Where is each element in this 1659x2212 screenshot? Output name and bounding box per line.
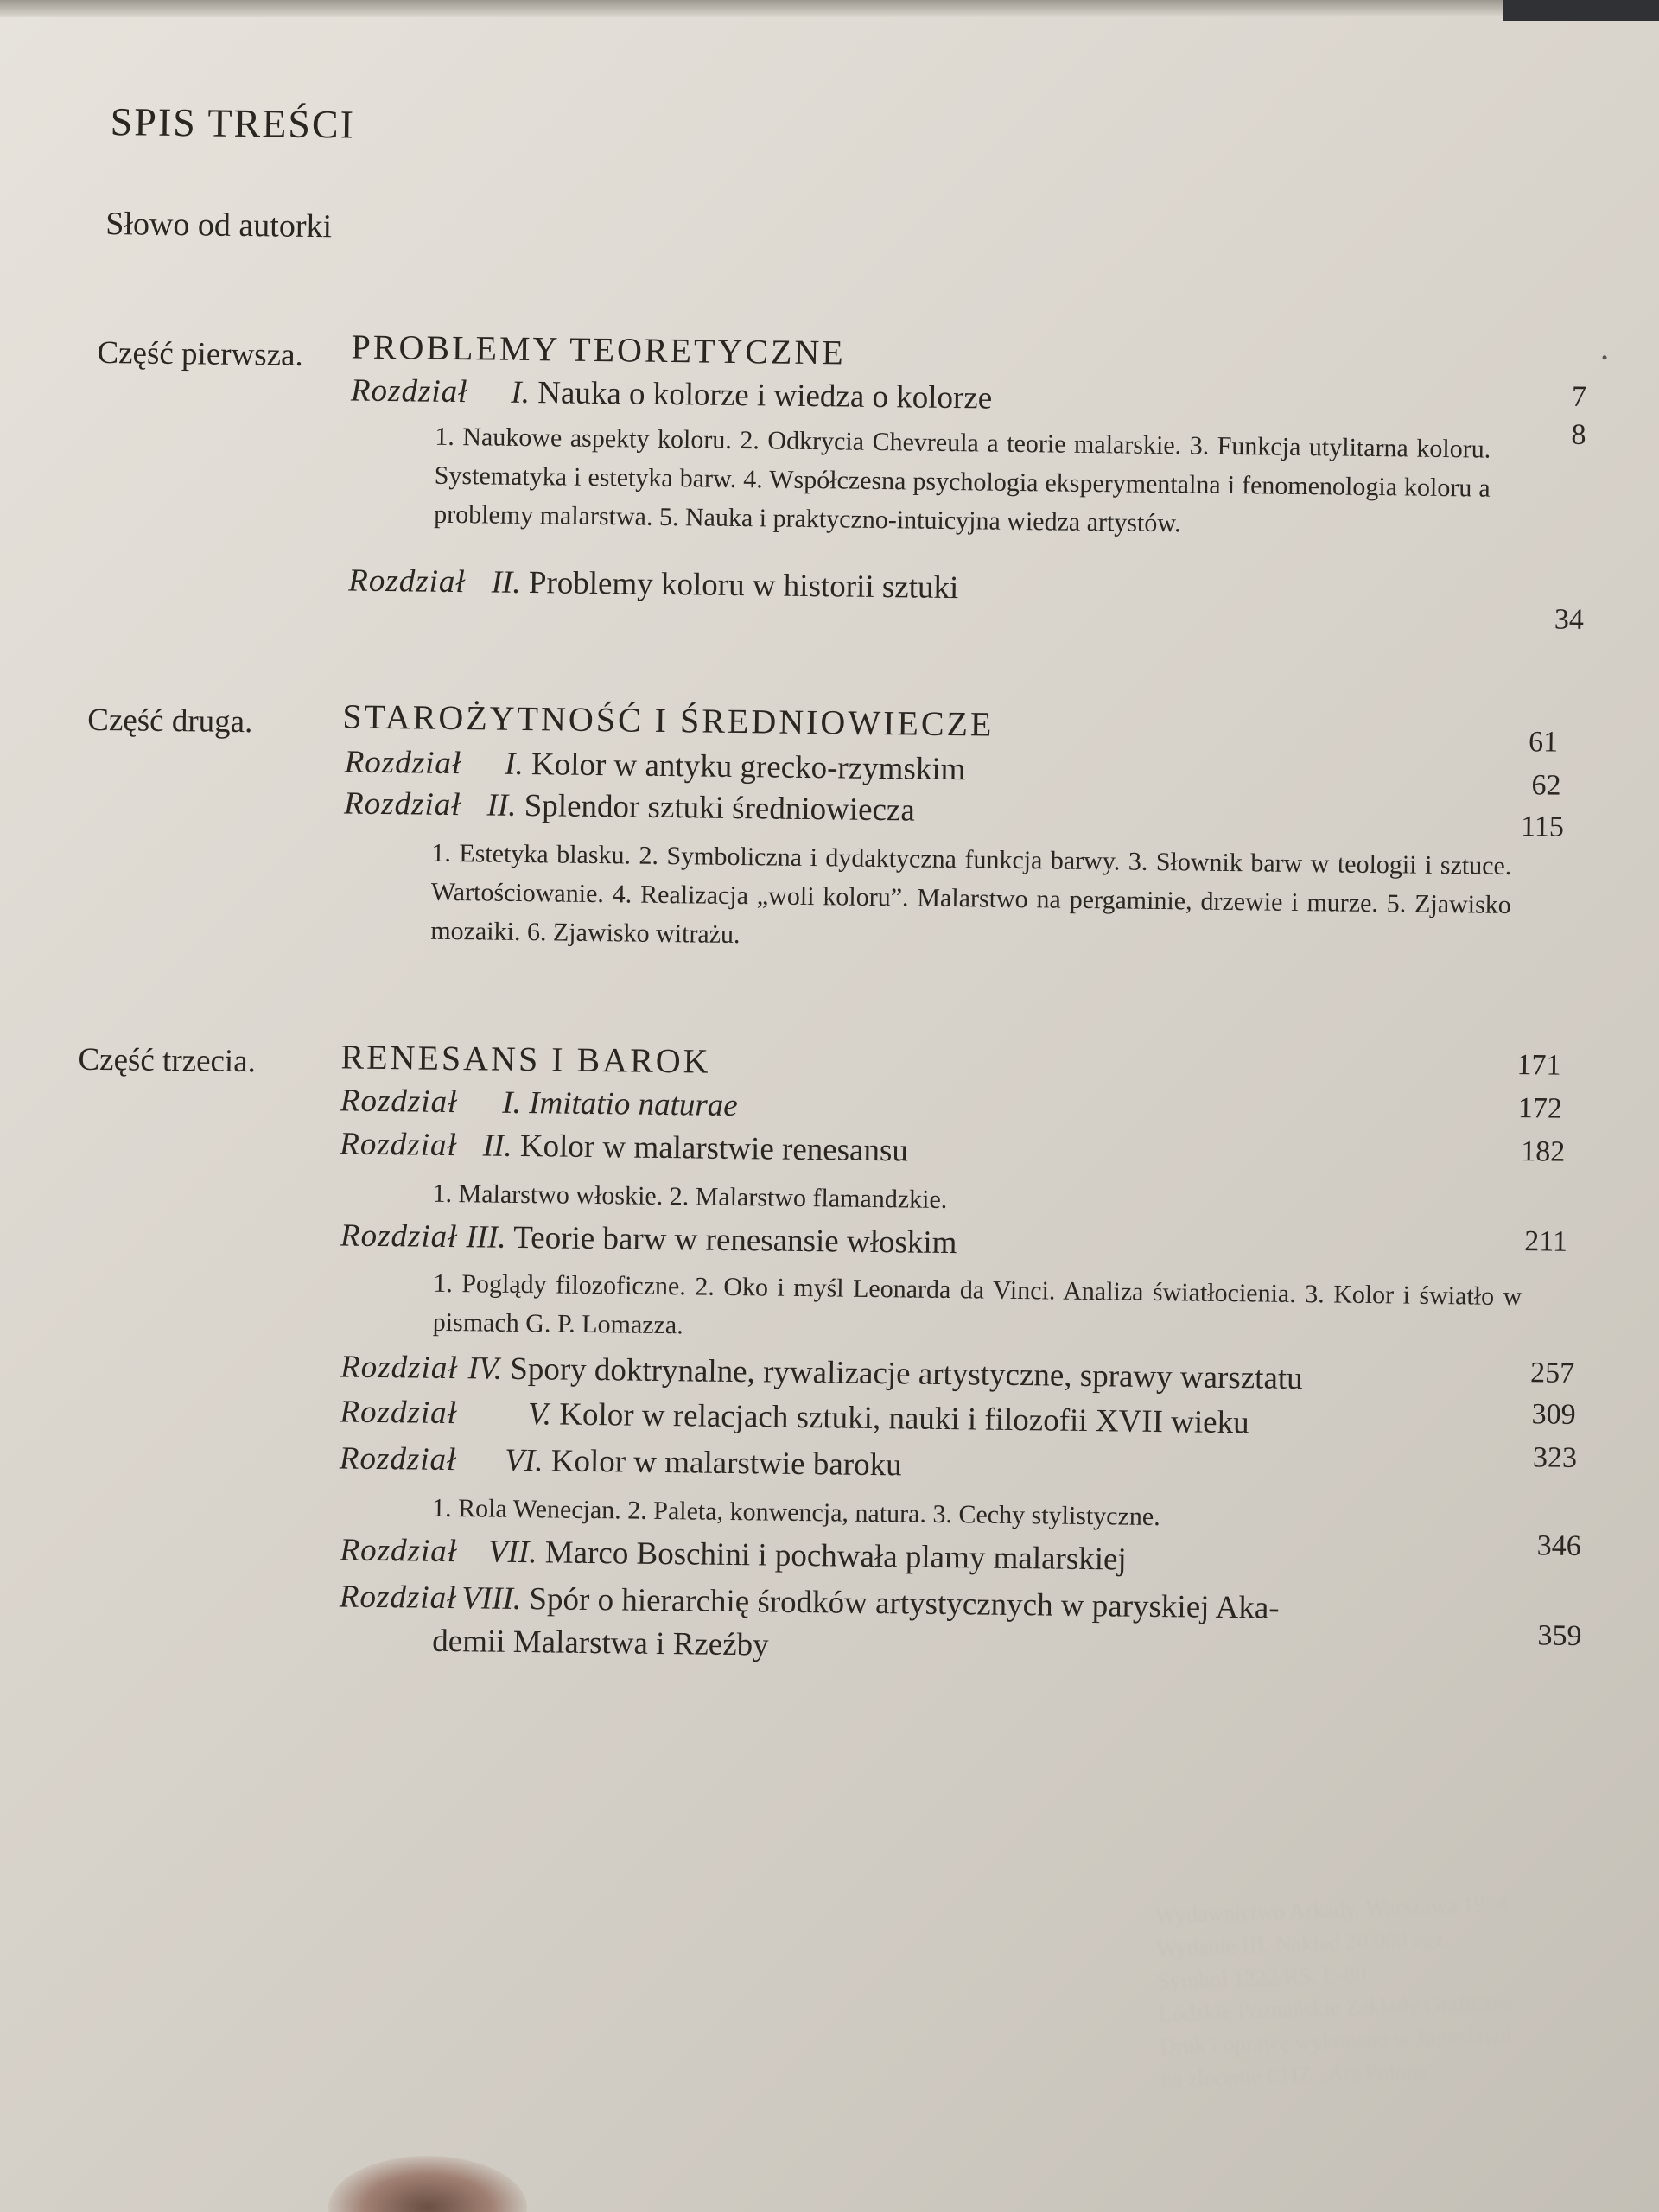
imprint-line: Druk i oprawę wykonano w Jugosławii (1159, 2022, 1513, 2060)
part-1-chapter-1-page: 7 (1571, 380, 1587, 413)
chapter-word: Rozdział (339, 1440, 457, 1478)
chapter-title: Kolor w malarstwie renesansu (519, 1128, 909, 1169)
part-3-chapter-6-description: 1. Rola Wenecjan. 2. Paleta, konwencja, natura. 3. Cechy stylistyczne. (431, 1493, 1160, 1532)
part-3-chapter-7 (340, 1532, 1127, 1578)
imprint-line: Wydanie III. Nakład 20 000 egz. (1155, 1925, 1451, 1961)
part-3-chapter-5-page: 309 (1531, 1398, 1576, 1431)
chapter-title: Spory doktrynalne, rywalizacje artystyczne, sprawy warsztatu (510, 1351, 1303, 1397)
part-1-chapter-2-page: 34 (1554, 603, 1585, 636)
part-3-chapter-4-page: 257 (1529, 1357, 1575, 1389)
chapter-title: Kolor w antyku grecko-rzymskim (531, 747, 966, 788)
chapter-numeral: II. (482, 1128, 512, 1164)
part-3-chapter-1 (340, 1084, 738, 1122)
part-1-chapter-1-description: 1. Naukowe aspekty koloru. 2. Odkrycia Chevreula a teorie malarskie. 3. Funkcja utylitarna koloru. Systematyka i estetyka barw. 4. Współczesna psychologia eksperymentalna i fenomenologia koloru a problemy malarstwa. 5. Nauka i praktyczno-intuicyjna wiedza artystów. (434, 422, 1491, 538)
chapter-title: Nauka o kolorze i wiedza o kolorze (537, 375, 993, 416)
part-2-label: Część druga. (87, 702, 253, 741)
part-3-chapter-8-continued (432, 1625, 769, 1662)
chapter-word: Rozdział (340, 1349, 458, 1387)
part-1-title: PROBLEMY TEORETYCZNE (351, 327, 847, 372)
chapter-title: Problemy koloru w historii sztuki (528, 565, 959, 607)
part-2-chapter-2-page: 115 (1520, 810, 1565, 843)
chapter-numeral: IV. (467, 1351, 503, 1387)
part-2-chapter-1 (344, 744, 966, 788)
part-3-chapter-8 (340, 1580, 1280, 1624)
part-2-chapter-2-description: 1. Estetyka blasku. 2. Symboliczna i dydaktyczna funkcja barwy. 3. Słownik barw w teologii i sztuce. Wartościowanie. 4. Realizacja „woli koloru”. Malarstwo na pergaminie, drzewie i murze. 5. Zjawisko mozaiki. 6. Zjawisko witrażu. (430, 838, 1512, 950)
part-3-chapter-3-description: 1. Poglądy filozoficzne. 2. Oko i myśl Leonarda da Vinci. Analiza światłocienia. 3. Kolor i światło w pismach G. P. Lomazza. (432, 1268, 1522, 1340)
chapter-word: Rozdział (343, 785, 461, 823)
chapter-numeral: VI. (505, 1442, 543, 1479)
chapter-word: Rozdział (339, 1579, 457, 1617)
part-3-chapter-1-page: 172 (1517, 1092, 1563, 1125)
chapter-title: Splendor sztuki średniowiecza (524, 788, 916, 829)
toc-title: SPIS TREŚCI (110, 99, 356, 147)
imprint-line: Łódzkie Poznańskie Zakłady Graficzne (1158, 1989, 1514, 2027)
chapter-title: Kolor w malarstwie baroku (550, 1443, 902, 1484)
part-3-chapter-5 (340, 1395, 1249, 1439)
chapter-word: Rozdział (340, 1083, 458, 1121)
part-2-title: STAROŻYTNOŚĆ I ŚREDNIOWIECZE (342, 696, 995, 744)
chapter-word: Rozdział (340, 1217, 458, 1255)
imprint-line: Symbol 1222/RS. L-80 (1156, 1961, 1367, 1994)
part-3-chapter-7-page: 346 (1536, 1529, 1581, 1563)
chapter-title-line-1: Spór o hierarchię środków artystycznych w paryskiej Aka- (529, 1581, 1280, 1626)
imprint-line: na zlecenie CHZ „Ars Polona” (1160, 2057, 1439, 2093)
part-3-chapter-2 (340, 1126, 909, 1169)
part-3-title: RENESANS I BAROK (340, 1037, 711, 1081)
chapter-title: Kolor w relacjach sztuki, nauki i filozofii XVII wieku (559, 1396, 1249, 1441)
part-3-label: Część trzecia. (78, 1041, 257, 1080)
part-3-chapter-3 (340, 1217, 957, 1262)
chapter-numeral: I. (511, 374, 531, 411)
chapter-word: Rozdział (340, 1394, 458, 1432)
chapter-numeral: V. (527, 1396, 552, 1433)
chapter-title-line-2: demii Malarstwa i Rzeźby (432, 1623, 769, 1663)
chapter-title: Marco Boschini i pochwała plamy malarskiej (544, 1535, 1127, 1578)
part-2-page: 61 (1528, 726, 1559, 759)
part-3-chapter-4 (340, 1351, 1303, 1395)
part-1-chapter-1-subpage: 8 (1571, 418, 1586, 451)
part-2-chapter-1-page: 62 (1531, 769, 1561, 802)
imprint-line: Wydawnictwo Arkady, Warszawa 1984 (1154, 1891, 1509, 1929)
part-3-chapter-2-page: 182 (1521, 1135, 1566, 1168)
part-3-chapter-3-page: 211 (1524, 1225, 1568, 1258)
paper-speck (1603, 355, 1607, 359)
chapter-numeral: III. (466, 1219, 506, 1255)
chapter-title: Teorie barw w renesansie włoskim (513, 1219, 957, 1262)
chapter-word: Rozdział (348, 563, 466, 601)
part-2-chapter-2 (343, 785, 916, 829)
part-3-chapter-6 (339, 1440, 902, 1484)
part-3-chapter-2-description: 1. Malarstwo włoskie. 2. Malarstwo flamandzkie. (432, 1179, 948, 1215)
chapter-word: Rozdział (350, 372, 468, 410)
toc-foreword: Słowo od autorki (105, 206, 333, 245)
chapter-numeral: II. (491, 564, 521, 601)
chapter-numeral: II. (486, 787, 517, 823)
part-3-page: 171 (1516, 1049, 1561, 1082)
chapter-word: Rozdział (344, 744, 462, 782)
chapter-numeral: VIII. (461, 1580, 522, 1618)
chapter-title: Imitatio naturae (528, 1085, 738, 1124)
chapter-word: Rozdział (340, 1126, 458, 1164)
part-1-label: Część pierwsza. (97, 334, 304, 373)
part-1-chapter-2 (348, 565, 958, 605)
chapter-word: Rozdział (340, 1532, 458, 1570)
chapter-numeral: VII. (487, 1534, 537, 1571)
part-3-chapter-8-page: 359 (1537, 1619, 1582, 1653)
part-1-chapter-1 (350, 372, 993, 416)
chapter-numeral: I. (502, 1084, 522, 1121)
part-3-chapter-6-page: 323 (1532, 1441, 1578, 1474)
chapter-numeral: I. (504, 746, 524, 782)
imprint-block (1154, 1885, 1593, 2096)
